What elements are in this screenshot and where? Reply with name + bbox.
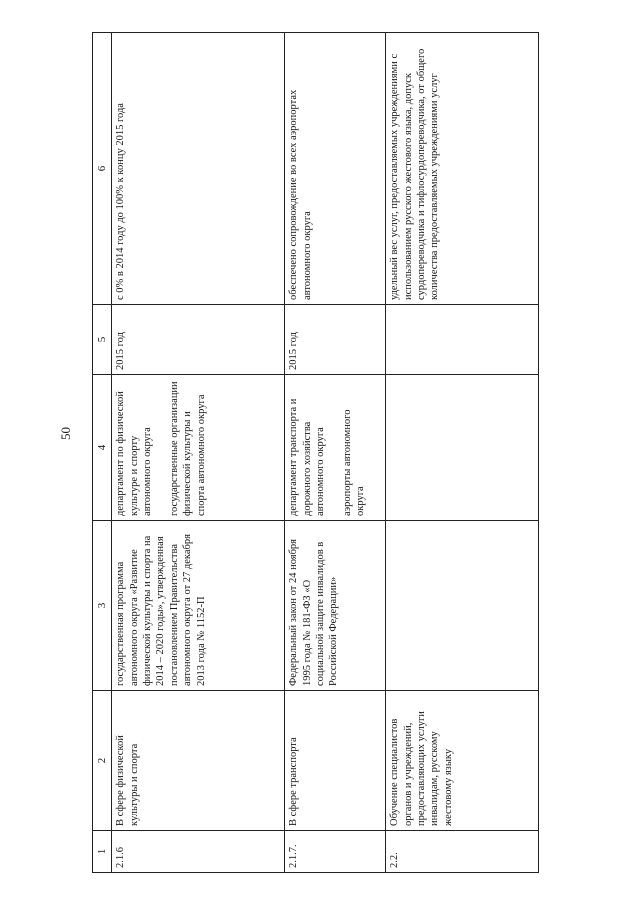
- responsible-cell: [285, 375, 386, 521]
- responsible-cell: [386, 375, 539, 521]
- area-cell: [112, 691, 285, 831]
- row-number-cell: 2.1.7.: [285, 831, 386, 873]
- table-row: [285, 33, 386, 873]
- result-text: с 0% в 2014 году до 100% к концу 2015 года: [115, 103, 127, 300]
- table-row: [112, 33, 285, 873]
- area-text: В сфере транспорта: [288, 737, 300, 826]
- area-text: В сфере физической культуры и спорта: [115, 735, 140, 826]
- column-header-1: 1: [93, 831, 112, 873]
- row-number-cell: 2.2.: [386, 831, 539, 873]
- basis-cell: [112, 521, 285, 691]
- column-header-2: 2: [93, 691, 112, 831]
- term-text: 2015 год: [115, 332, 127, 370]
- result-text: удельный вес услуг, предоставляемых учреждениями с использованием русского жестового языка, допуск сурдопереводчика и тифлосурдопереводчика, от общего количества предоставляемых учреждениями услуг: [389, 48, 441, 300]
- basis-cell: [386, 521, 539, 691]
- measures-table: [92, 32, 539, 873]
- term-cell: [386, 305, 539, 375]
- area-cell: [386, 691, 539, 831]
- column-header-4: 4: [93, 375, 112, 521]
- basis-text: государственная программа автономного округа «Развитие физической культуры и спорта на 2014 – 2020 годы», утвержденная постановлением Правительства автономного округа от 27 декабря 2013 года № 1152-П: [115, 534, 207, 686]
- result-text: обеспечено сопровождение во всех аэропортах автономного округа: [288, 89, 313, 300]
- measures-table-rotated: [92, 33, 538, 873]
- table-row: [386, 33, 539, 873]
- responsible-text: департамент транспорта и дорожного хозяйства автономного округа аэропорты автономного округа: [288, 398, 367, 516]
- row-number-cell: 2.1.6: [112, 831, 285, 873]
- term-cell: [112, 305, 285, 375]
- page-number: 50: [58, 427, 73, 440]
- result-cell: [112, 33, 285, 305]
- result-cell: [386, 33, 539, 305]
- area-text: Обучение специалистов органов и учреждений, предоставляющих услуги инвалидам, русскому жестовому языку: [389, 711, 454, 826]
- column-header-3: 3: [93, 521, 112, 691]
- column-header-6: 6: [93, 33, 112, 305]
- column-header-5: 5: [93, 305, 112, 375]
- area-cell: [285, 691, 386, 831]
- term-text: 2015 год: [288, 332, 300, 370]
- table-header-row: [93, 33, 112, 873]
- basis-text: Федеральный закон от 24 ноября 1995 года № 181-ФЗ «О социальной защите инвалидов в Российской Федерации»: [288, 538, 340, 686]
- responsible-text: департамент по физической культуре и спорту автономного округа государственные организации физической культуры и спорта автономного округа: [115, 381, 207, 516]
- responsible-cell: [112, 375, 285, 521]
- basis-cell: [285, 521, 386, 691]
- result-cell: [285, 33, 386, 305]
- term-cell: [285, 305, 386, 375]
